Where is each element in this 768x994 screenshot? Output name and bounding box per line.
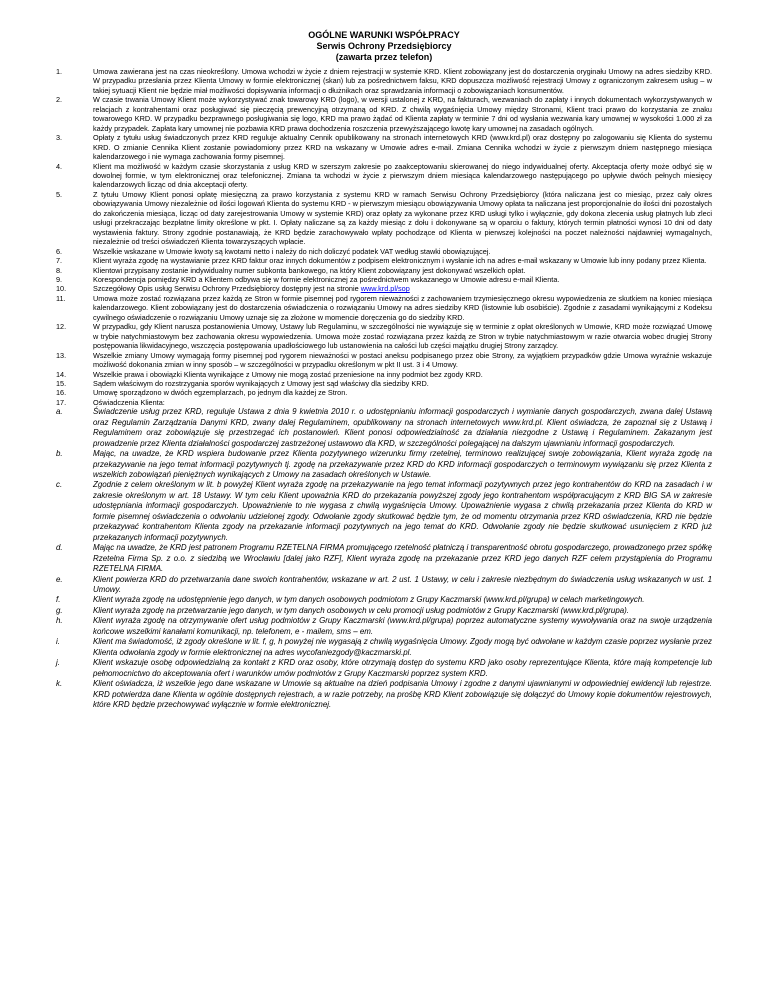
item-number: i. bbox=[56, 637, 60, 647]
item-text bbox=[93, 679, 712, 710]
item-text-content: Świadczenie usług przez KRD, reguluje Ustawa z dnia 9 kwietnia 2010 r. o udostępnianiu informacji gospodarczych i wymianie danych gospodarczych, zwana dalej Ustawą oraz Regulamin Zarządzania Danymi KRD, zwany dalej Regulaminem, opublikowany na stronach internetowych www.krd.pl. Klient oświadcza, że zapoznał się z Ustawą i Regulaminem oraz zobowiązuje się przestrzegać ich postanowień. Klient ponosi odpowiedzialność za działania niezgodne z Ustawą i Regulaminem. Zakazanym jest prowadzenie przez Klienta działalności gospodarczej zastrzeżonej ustawowo dla KRD, w szczególności polegającej na dalszym ujawnianiu informacji gospodarczych. bbox=[93, 407, 712, 448]
item-text bbox=[93, 616, 712, 637]
item-text-content: Mając, na uwadze, że KRD wspiera budowanie przez Klienta pozytywnego wizerunku firmy rzetelnej, terminowo realizującej swoje zobowiązania, Klient wyraża zgodę na przekazywanie na jego temat informacji pozytywnych tj. zgodę na przekazywanie przez KRD do KRD informacji gospodarczych o terminowym wywiązaniu się przez Klienta z wszelkich zobowiązań pieniężnych wynikających z Umowy na zasadach określonych w Ustawie. bbox=[93, 449, 712, 480]
item-number: 13. bbox=[56, 350, 67, 360]
terms-list bbox=[56, 67, 712, 710]
list-item bbox=[56, 266, 712, 275]
item-text bbox=[93, 637, 712, 658]
list-item bbox=[56, 379, 712, 388]
list-item bbox=[56, 388, 712, 397]
item-text-content: Umowa może zostać rozwiązana przez każdą ze Stron w formie pisemnej pod rygorem nieważności z zachowaniem trzymiesięcznego okresu wypowiedzenia ze skutkiem na koniec miesiąca kalendarzowego. Klient zobowiązany jest do dostarczenia oświadczenia o rozwiązaniu Umowy na adres siedziby KRD (listownie lub osobiście). Zgodnie z zasadami wynikającymi z Kodeksu cywilnego oświadczenie o rozwiązaniu Umowy uznaje się za złożone w momencie doręczenia go do siedziby KRD. bbox=[93, 293, 712, 322]
item-text bbox=[93, 379, 712, 388]
item-text-content: Szczegółowy Opis usług Serwisu Ochrony Przedsiębiorcy dostępny jest na stronie bbox=[93, 284, 361, 294]
item-text-content: Klient oświadcza, iż wszelkie jego dane wskazane w Umowie są aktualne na dzień podpisania Umowy i zgodne z danymi ujawnianymi w odpowiedniej ewidencji lub rejestrze. KRD potwierdza dane Klienta w ogólnie dostępnych rejestrach, a w razie potrzeby, na prośbę KRD Klient zobowiązuje się dołączyć do Umowy kopie dokumentów rejestrowych, które KRD będzie przechowywać wyłącznie w formie elektronicznej. bbox=[93, 679, 712, 709]
item-text-content: Klient ma możliwość w każdym czasie skorzystania z usług KRD w szerszym zakresie po zaakceptowaniu skierowanej do niego indywidualnej oferty. Akceptacja oferty może odbyć się w dowolnej formie, w tym elektronicznej oraz telefonicznej. Zmiana ta wchodzi w życie z pierwszym dniem miesiąca kalendarzowego następującego po upływie dwóch pełnych miesięcy kalendarzowych licząc od dnia akceptacji oferty. bbox=[93, 161, 712, 190]
list-item bbox=[56, 449, 712, 480]
item-text bbox=[93, 67, 712, 95]
item-number: k. bbox=[56, 679, 63, 689]
list-item bbox=[56, 575, 712, 596]
item-text-content: Klientowi przypisany zostanie indywidualny numer subkonta bankowego, na który Klient zobowiązany jest dokonywać wszelkich opłat. bbox=[93, 265, 526, 275]
item-text-content: Umowę sporządzono w dwóch egzemplarzach, po jednym dla każdej ze Stron. bbox=[93, 388, 348, 398]
item-text bbox=[93, 133, 712, 161]
item-number: 11. bbox=[56, 293, 66, 303]
list-item bbox=[56, 407, 712, 449]
item-text-content: W przypadku, gdy Klient narusza postanowienia Umowy, Ustawy lub Regulaminu, w szczególności nie wywiązuje się w terminie z opłat określonych w Umowie, KRD może rozwiązać Umowę w trybie natychmiastowym bez zachowania okresu wypowiedzenia. Umowa może zostać rozwiązana przez każdą ze Stron w trybie natychmiastowym w razie otwarcia wobec drugiej Strony postępowania likwidacyjnego, wszczęcia postępowania upadłościowego lub ustanowienia na całości lub części majątku drugiej Strony zarządcy. bbox=[93, 322, 712, 351]
item-text bbox=[93, 398, 712, 407]
item-text bbox=[93, 247, 712, 256]
item-number: f. bbox=[56, 595, 61, 605]
list-item bbox=[56, 480, 712, 543]
list-item bbox=[56, 398, 712, 407]
item-number: 5. bbox=[56, 189, 63, 199]
item-text bbox=[93, 480, 712, 543]
list-item bbox=[56, 284, 712, 293]
item-text bbox=[93, 162, 712, 190]
item-text-content: W czasie trwania Umowy Klient może wykorzystywać znak towarowy KRD (logo), w wersji ustalonej z KRD, na fakturach, wezwaniach do zapłaty i innych dokumentach wykorzystywanych w relacjach z kontrahentami oraz posługiwać się pieczęcią prewencyjną otrzymaną od KRD. Z chwilą wygaśnięcia Umowy między Stronami, Klient traci prawo do korzystania ze znaku towarowego KRD. W przypadku bezprawnego posługiwania się logo, KRD ma prawo żądać od Klienta zapłaty w terminie 7 dni od wysłania wezwania kary umownej w wysokości 1.000 zł za każdy przypadek. Zapłata kary umownej nie pozbawia KRD prawa dochodzenia roszczenia przewyższającego kwotę kary umownej na zasadach ogólnych. bbox=[93, 95, 712, 133]
item-number: 4. bbox=[56, 161, 63, 171]
list-item bbox=[56, 616, 712, 637]
list-item bbox=[56, 162, 712, 190]
item-number: 3. bbox=[56, 133, 63, 143]
item-text-content: Klient powierza KRD do przetwarzania dane swoich kontrahentów, wskazane w art. 2 ust. 1 Ustawy, w celu i zakresie niezbędnym do świadczenia usług wskazanych w ust. 1 Umowy. bbox=[93, 574, 712, 595]
item-number: c. bbox=[56, 480, 63, 490]
list-item bbox=[56, 322, 712, 350]
list-item bbox=[56, 658, 712, 679]
list-item bbox=[56, 606, 712, 616]
item-text-content: Zgodnie z celem określonym w lit. b powyżej Klient wyraża zgodę na przekazywanie na jego temat informacji pozytywnych przez jego kontrahentów do KRD na zasadach i w zakresie określonym w art. 18 Ustawy. W tym celu Klient upoważnia KRD do przekazania powyższej zgody jego kontrahentom współpracującym z KRD BIG SA w zakresie udostępniania informacji gospodarczych. Upoważnienie to nie wygasa z chwilą wygaśnięcia Umowy. Upoważnienie wygasa z chwilą przekazania przez Klienta do KRD w formie pisemnej oświadczenia o odwołaniu udzielonej zgody. Odwołanie zgody skutkować będzie tym, że od momentu otrzymania przez KRD oświadczenia, KRD nie będzie przekazywać kontrahentom Klienta zgody na przekazanie informacji pozytywnych na jego temat do KRD. Odwołanie zgody nie będzie skutkować usunięciem z KRD już przekazanych informacji pozytywnych. bbox=[93, 480, 712, 542]
document-note: (zawarta przez telefon) bbox=[335, 52, 433, 62]
item-number: 12. bbox=[56, 322, 67, 332]
list-item bbox=[56, 67, 712, 95]
item-text bbox=[93, 449, 712, 480]
item-text-content: Sądem właściwym do rozstrzygania sporów wynikających z Umowy jest sąd właściwy dla siedziby KRD. bbox=[93, 378, 429, 388]
list-item bbox=[56, 133, 712, 161]
item-number: 7. bbox=[56, 256, 63, 266]
list-item bbox=[56, 256, 712, 265]
item-text bbox=[93, 575, 712, 596]
item-text-content: Umowa zawierana jest na czas nieokreślony. Umowa wchodzi w życie z dniem rejestracji w systemie KRD. Klient zobowiązany jest do dostarczenia oryginału Umowy na adres siedziby KRD. W przypadku przesłania przez Klienta Umowy w formie elektronicznej (skan) lub za pośrednictwem faksu, KRD dopuszcza możliwość rejestracji Umowy z ograniczonym zakresem usług – w takiej sytuacji Klient nie będzie miał możliwości dopisywania informacji o dłużnikach oraz sprawdzania informacji o zobowiązaniach konsumentów. bbox=[93, 67, 712, 95]
document-title: OGÓLNE WARUNKI WSPÓŁPRACY bbox=[308, 30, 460, 40]
item-number: 2. bbox=[56, 95, 63, 105]
list-item bbox=[56, 275, 712, 284]
item-text-content: Mając na uwadze, że KRD jest patronem Programu RZETELNA FIRMA promującego rzetelność płatniczą i transparentność obrotu gospodarczego, prowadzonego przez spółkę Rzetelna Firma Sp. z o.o. z siedzibą we Wrocławiu [dalej jako RZF], Klient wyraża zgodę na przekazanie przez KRD jego danych RZF celem przystąpienia do Programu RZETELNA FIRMA. bbox=[93, 543, 712, 574]
item-text-content: Wszelkie wskazane w Umowie kwoty są kwotami netto i należy do nich doliczyć podatek VAT według stawki obowiązującej. bbox=[93, 246, 491, 256]
item-number: 10. bbox=[56, 284, 67, 294]
list-item bbox=[56, 595, 712, 605]
list-item bbox=[56, 679, 712, 710]
item-text-content: Oświadczenia Klienta: bbox=[93, 397, 165, 407]
item-number: 17. bbox=[56, 397, 67, 407]
item-text bbox=[93, 294, 712, 322]
item-number: b. bbox=[56, 449, 63, 459]
item-number: e. bbox=[56, 574, 63, 584]
list-item bbox=[56, 637, 712, 658]
item-number: 8. bbox=[56, 265, 63, 275]
item-text-content: Wszelkie prawa i obowiązki Klienta wynikające z Umowy nie mogą zostać przeniesione na inny podmiot bez zgody KRD. bbox=[93, 369, 483, 379]
item-number: 16. bbox=[56, 388, 67, 398]
item-text-content: Wszelkie zmiany Umowy wymagają formy pisemnej pod rygorem nieważności w postaci aneksu podpisanego przez obie Strony, za wyjątkiem przypadków gdzie Umowa wyraźnie wskazuje możliwość dokonania zmian w inny sposób – w szczególności w przypadku określonym w pkt II ust. 3 i 4 Umowy. bbox=[93, 350, 712, 370]
item-text bbox=[93, 322, 712, 350]
item-text bbox=[93, 256, 712, 265]
item-text bbox=[93, 595, 712, 605]
item-number: g. bbox=[56, 605, 63, 615]
item-text bbox=[93, 370, 712, 379]
item-text-content: Klient ma świadomość, iż zgody określone w lit. f, g, h powyżej nie wygasają z chwilą wygaśnięcia Umowy. Zgody mogą być odwołane w każdym czasie poprzez wysłanie przez Klienta odwołania zgody w formie elektronicznej na adres wycofaniezgody@kaczmarski.pl. bbox=[93, 637, 712, 657]
item-text-content: Z tytułu Umowy Klient ponosi opłatę miesięczną za prawo korzystania z systemu KRD w ramach Serwisu Ochrony Przedsiębiorcy (która naliczana jest co miesiąc, przez cały okres obowiązywania Umowy niezależnie od ilości logowań Klienta do systemu KRD - w pierwszym miesiącu obowiązywania Umowy opłata ta naliczana jest proporcjonalnie do ilości dni pozostałych do zakończenia miesiąca, licząc od daty zarejestrowania Umowy w systemie KRD) oraz opłaty za wykonane przez KRD usługi tylko i wyłącznie, gdy dokona zlecenia usług płatnych lub zleci usługi przekraczając bezpłatne limity określone w pkt. I. Opłaty naliczane są za każdy miesiąc z dołu i dokonywane są w oparciu o faktury, których termin płatności wynosi 10 dni od daty wystawienia faktury. Strony zgodnie postanawiają, że KRD będzie zarachowywało wpłaty pochodzące od Klienta w pierwszej kolejności na poczet należności najdawniej wymagalnych, niezależnie od treści oświadczeń Klienta towarzyszących wpłacie. bbox=[93, 189, 712, 247]
item-text bbox=[93, 658, 712, 679]
item-text bbox=[93, 606, 712, 616]
item-number: d. bbox=[56, 543, 63, 553]
item-number: j. bbox=[56, 658, 60, 668]
item-number: 6. bbox=[56, 246, 63, 256]
item-text-content: Klient wyraża zgodę na przetwarzanie jego danych, w tym danych osobowych w celu promocji usług podmiotów z Grupy Kaczmarski (www.krd.pl/grupa). bbox=[93, 605, 630, 615]
item-text bbox=[93, 95, 712, 133]
item-text bbox=[93, 543, 712, 574]
item-text bbox=[93, 190, 712, 247]
item-number: 1. bbox=[56, 67, 63, 76]
item-number: h. bbox=[56, 616, 63, 626]
list-item bbox=[56, 247, 712, 256]
item-number: 9. bbox=[56, 274, 63, 284]
list-item bbox=[56, 370, 712, 379]
list-item bbox=[56, 95, 712, 133]
document-subtitle: Serwis Ochrony Przedsiębiorcy bbox=[316, 41, 452, 51]
item-text-content: Klient wskazuje osobę odpowiedzialną za kontakt z KRD oraz osoby, które otrzymają dostęp do systemu KRD jako osoby reprezentujące Klienta, które mają kompetencje lub pełnomocnictwo do akceptowania ofert i warunków umów podmiotów z Grupy Kaczmarski poprzez system KRD. bbox=[93, 658, 712, 678]
item-text-content: Korespondencja pomiędzy KRD a Klientem odbywa się w formie elektronicznej za pośrednictwem wskazanego w Umowie adresu e-mail Klienta. bbox=[93, 274, 560, 284]
sop-link[interactable]: www.krd.pl/sop bbox=[360, 284, 410, 294]
item-text bbox=[93, 275, 712, 284]
item-text bbox=[93, 284, 712, 293]
item-number: 14. bbox=[56, 369, 67, 379]
item-text-content: Klient wyraża zgodę na wystawianie przez KRD faktur oraz innych dokumentów z podpisem elektronicznym i wysłanie ich na adres e-mail wskazany w Umowie lub inny podany przez Klienta. bbox=[93, 256, 707, 266]
item-text-content: Opłaty z tytułu usług świadczonych przez KRD reguluje aktualny Cennik opublikowany na stronach internetowych KRD (www.krd.pl) oraz dostępny po zalogowaniu się Klienta do systemu KRD. O zmianie Cennika Klient zostanie powiadomiony przez KRD na wskazany w Umowie adres e-mail. Zmiana Cennika wchodzi w życie z pierwszym dniem następnego miesiąca kalendarzowego i nie wymaga zachowania formy pisemnej. bbox=[93, 133, 712, 162]
list-item bbox=[56, 351, 712, 370]
numbered-items bbox=[56, 67, 712, 407]
document-header bbox=[0, 0, 768, 63]
item-text-content: Klient wyraża zgodę na otrzymywanie ofert usług podmiotów z Grupy Kaczmarski (www.krd.pl/grupa) poprzez automatyczne systemy wywoływania oraz na swoje urządzenia końcowe wszelkimi kanałami komunikacji, np. telefonem, e - mailem, sms – em. bbox=[93, 616, 712, 636]
item-text bbox=[93, 266, 712, 275]
item-number: 15. bbox=[56, 378, 67, 388]
item-text bbox=[93, 407, 712, 449]
list-item bbox=[56, 294, 712, 322]
item-text bbox=[93, 351, 712, 370]
list-item bbox=[56, 190, 712, 247]
item-text-content: Klient wyraża zgodę na udostępnienie jego danych, w tym danych osobowych podmiotom z Grupy Kaczmarski (www.krd.pl/grupa) w celach marketingowych. bbox=[93, 595, 645, 605]
item-text bbox=[93, 388, 712, 397]
item-number: a. bbox=[56, 407, 63, 417]
lettered-items bbox=[56, 407, 712, 710]
list-item bbox=[56, 543, 712, 574]
